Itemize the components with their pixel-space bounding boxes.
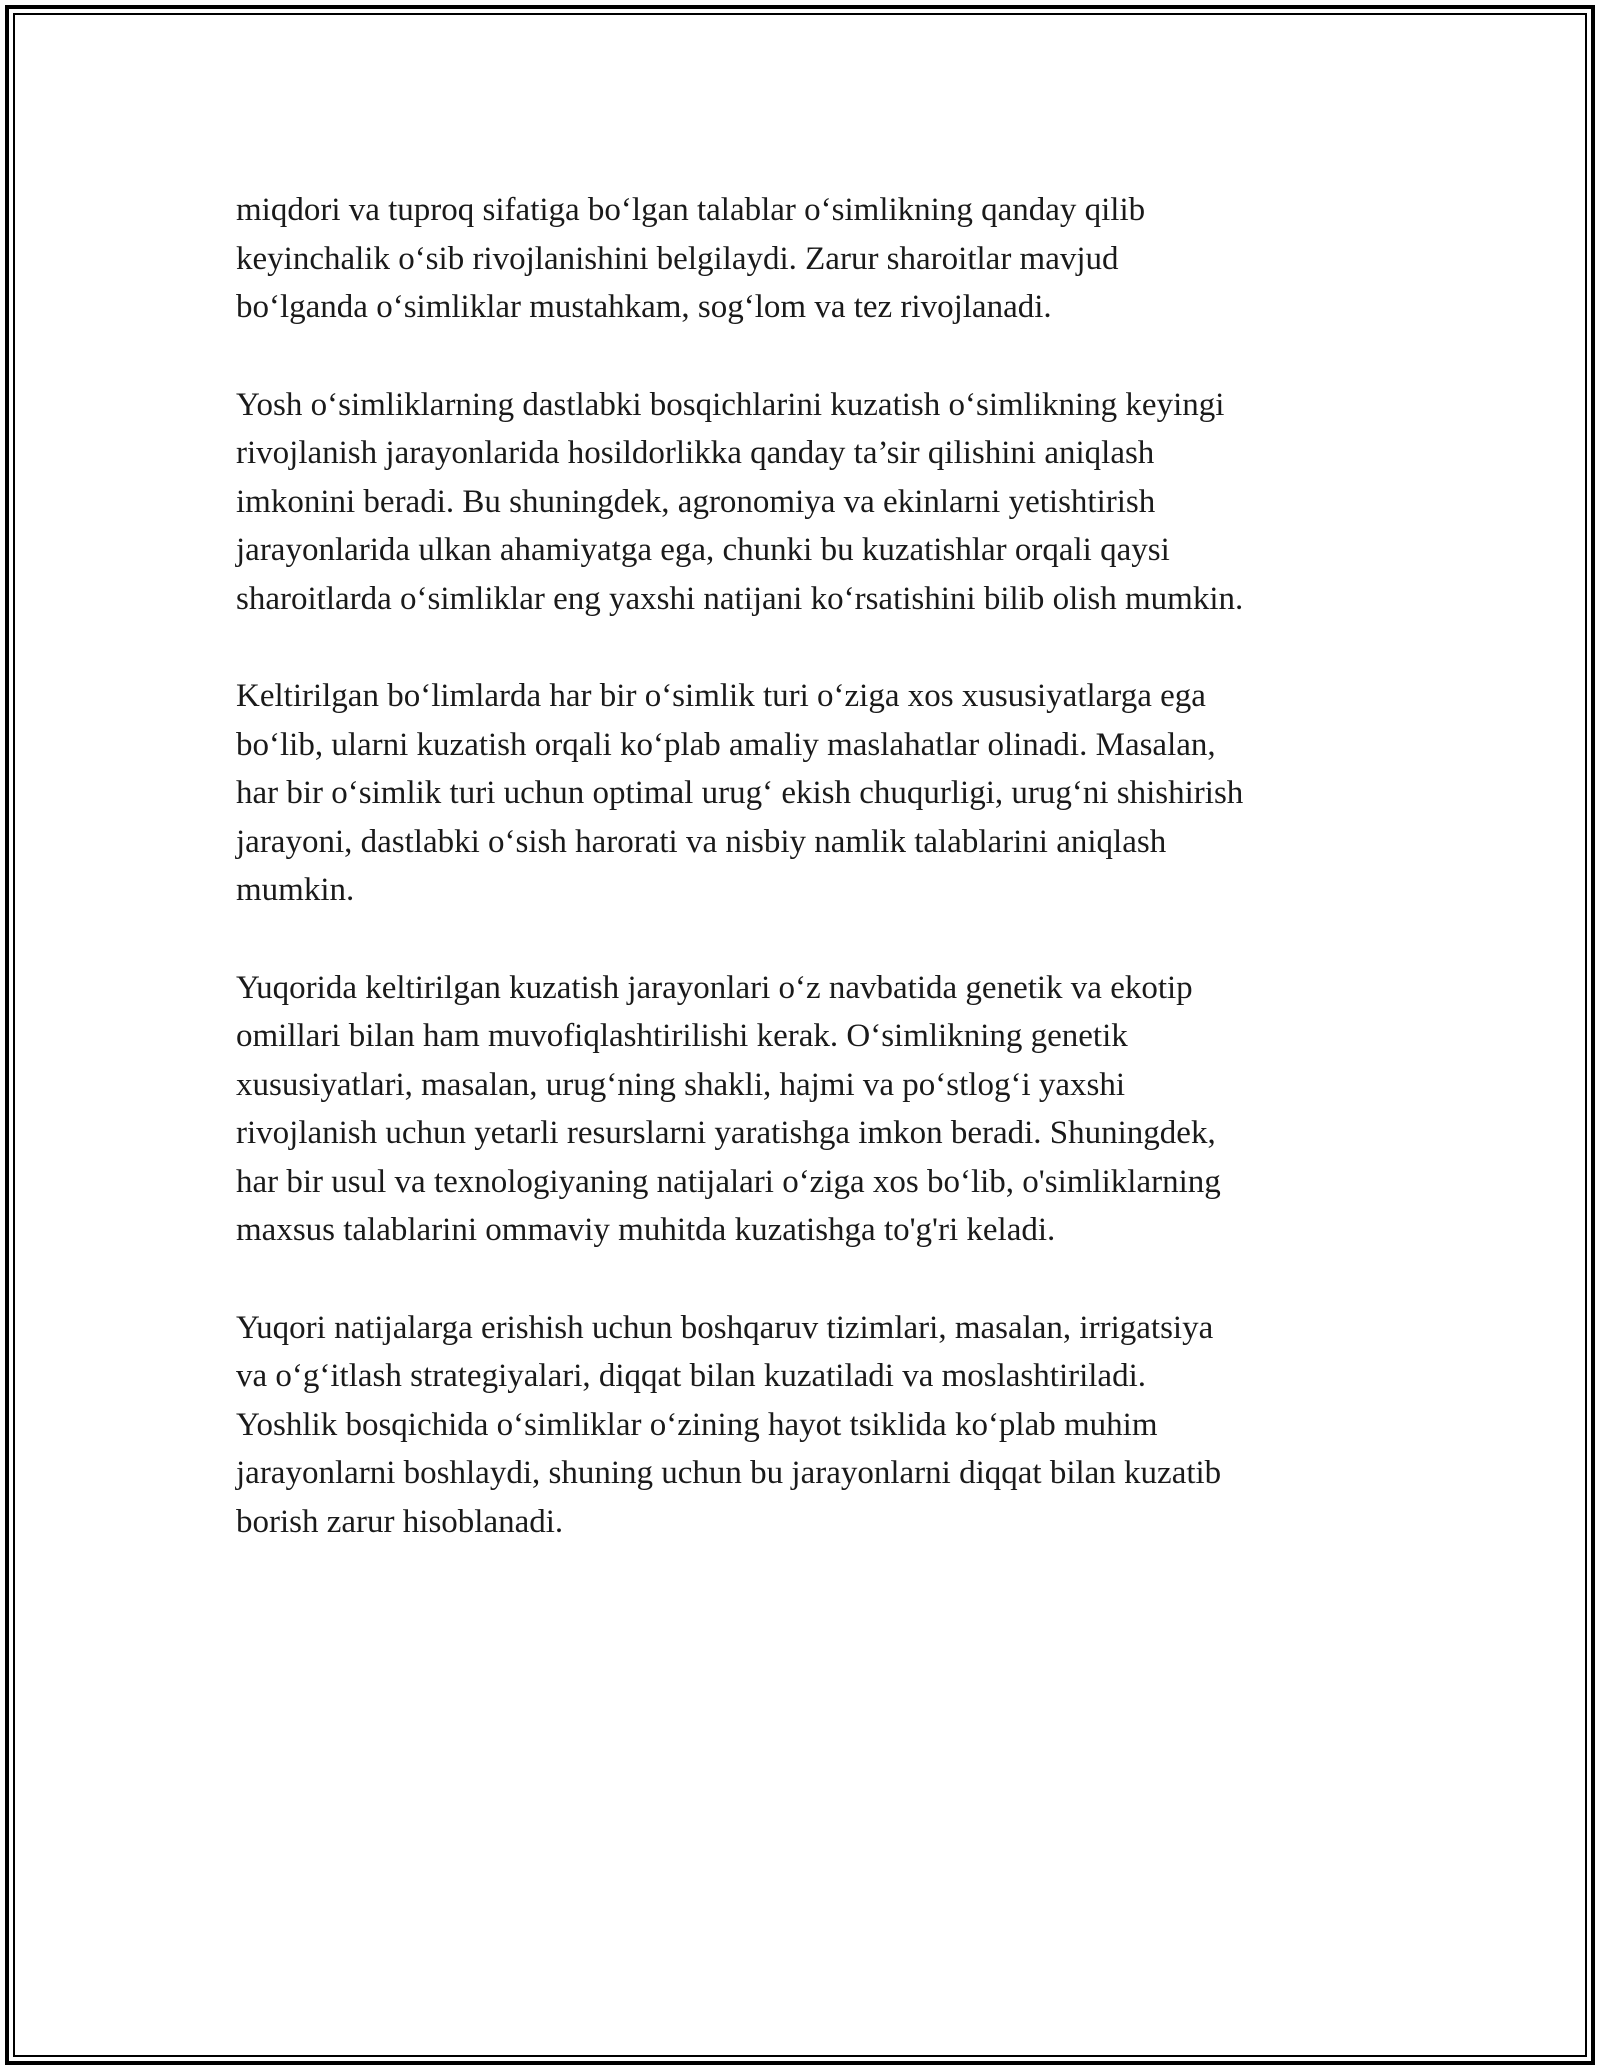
text-line: keyinchalik o‘sib rivojlanishini belgilaydi. Zarur sharoitlar mavjud xyxy=(236,240,1119,277)
text-line: omillari bilan ham muvofiqlashtirilishi kerak. O‘simlikning genetik xyxy=(236,1018,1128,1054)
document-body xyxy=(236,186,1376,1595)
text-line: va o‘g‘itlash strategiyalari, diqqat bilan kuzatiladi va moslashtiriladi. xyxy=(236,1358,1146,1394)
paragraph-3 xyxy=(236,672,1376,915)
text-line: Yuqori natijalarga erishish uchun boshqaruv tizimlari, masalan, irrigatsiya xyxy=(236,1309,1214,1346)
text-line: maxsus talablarini ommaviy muhitda kuzatishga to'g'ri keladi. xyxy=(236,1212,1056,1248)
text-line: rivojlanish jarayonlarida hosildorlikka qanday ta’sir qilishini aniqlash xyxy=(236,435,1155,471)
paragraph-4 xyxy=(236,964,1376,1255)
text-line: Yuqorida keltirilgan kuzatish jarayonlari o‘z navbatida genetik va ekotip xyxy=(236,969,1193,1006)
paragraph-1 xyxy=(236,186,1376,332)
text-line: mumkin. xyxy=(236,872,355,908)
text-line: har bir o‘simlik turi uchun optimal urug‘ ekish chuqurligi, urug‘ni shishirish xyxy=(236,775,1244,811)
text-line: jarayonlarida ulkan ahamiyatga ega, chunki bu kuzatishlar orqali qaysi xyxy=(236,532,1170,568)
text-line: Yosh o‘simliklarning dastlabki bosqichlarini kuzatish o‘simlikning keyingi xyxy=(236,386,1225,423)
paragraph-2 xyxy=(236,381,1376,624)
text-line: xususiyatlari, masalan, urug‘ning shakli, hajmi va po‘stlog‘i yaxshi xyxy=(236,1066,1126,1103)
text-line: sharoitlarda o‘simliklar eng yaxshi natijani ko‘rsatishini bilib olish mumkin. xyxy=(236,580,1244,617)
paragraph-5 xyxy=(236,1304,1376,1547)
text-line: bo‘lganda o‘simliklar mustahkam, sog‘lom va tez rivojlanadi. xyxy=(236,289,1052,325)
text-line: jarayonlarni boshlaydi, shuning uchun bu jarayonlarni diqqat bilan kuzatib xyxy=(236,1455,1222,1491)
text-line: imkonini beradi. Bu shuningdek, agronomiya va ekinlarni yetishtirish xyxy=(236,483,1156,520)
text-line: har bir usul va texnologiyaning natijalari o‘ziga xos bo‘lib, o'simliklarning xyxy=(236,1163,1221,1200)
text-line: bo‘lib, ularni kuzatish orqali ko‘plab amaliy maslahatlar olinadi. Masalan, xyxy=(236,726,1216,763)
text-line: borish zarur hisoblanadi. xyxy=(236,1503,564,1540)
text-line: jarayoni, dastlabki o‘sish harorati va nisbiy namlik talablarini aniqlash xyxy=(236,823,1167,860)
text-line: miqdori va tuproq sifatiga bo‘lgan talablar o‘simlikning qanday qilib xyxy=(236,192,1146,228)
text-line: rivojlanish uchun yetarli resurslarni yaratishga imkon beradi. Shuningdek, xyxy=(236,1115,1216,1151)
text-line: Yoshlik bosqichida o‘simliklar o‘zining hayot tsiklida ko‘plab muhim xyxy=(236,1406,1158,1443)
text-line: Keltirilgan bo‘limlarda har bir o‘simlik turi o‘ziga xos xususiyatlarga ega xyxy=(236,678,1206,714)
